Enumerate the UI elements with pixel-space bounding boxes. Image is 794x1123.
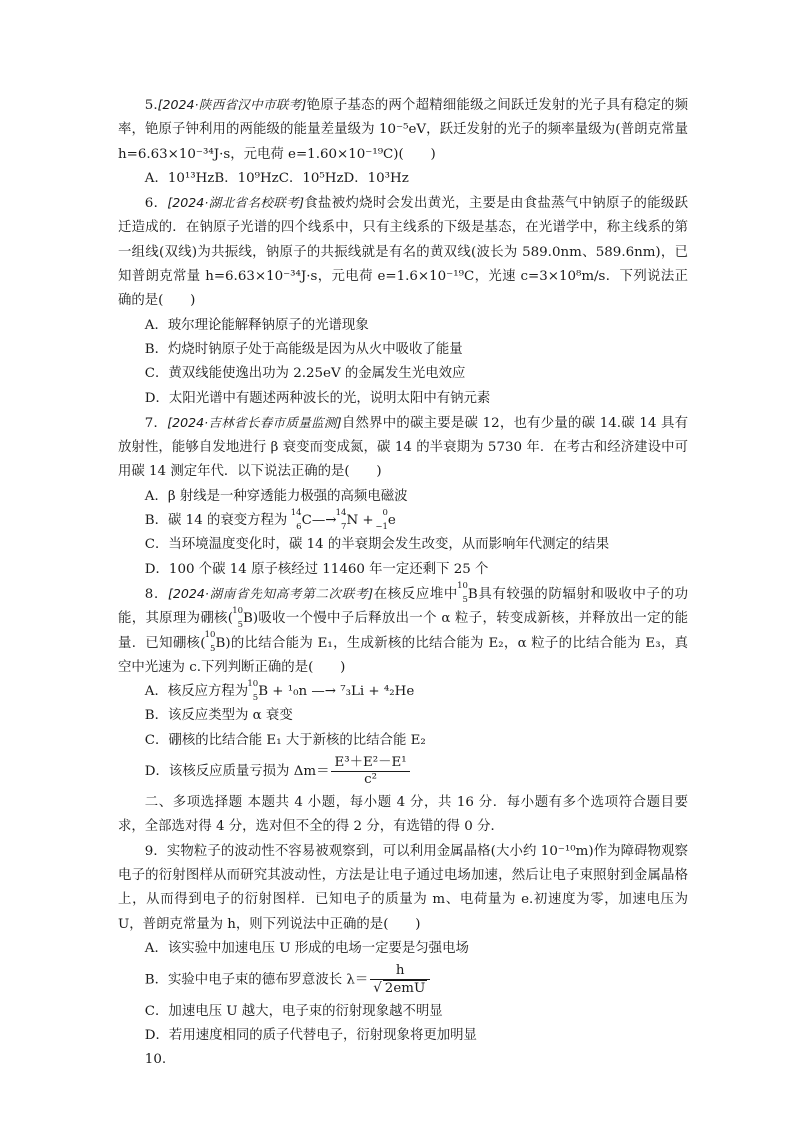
- source-tag: [2024·湖北省名校联考]: [167, 195, 304, 211]
- question-9: 9．实物粒子的波动性不容易被观察到，可以利用金属晶格(大小约 10⁻¹⁰m)作为障碍物观察电子的衍射图样从而研究其波动性，方法是让电子通过电场加速，然后让电子束照射到金属晶格上，从而得到电子的衍射图样．已知电子的质量为 m、电荷量为 e.初速度为零，加速电压为 U，普朗克常量为 h，则下列说法中正确的是( ): [118, 843, 688, 932]
- nuclide-carbon-14: 14 6: [290, 507, 302, 532]
- nuclide-boron-10: 10 5: [232, 605, 244, 630]
- nuclide-boron-10: 10 5: [457, 581, 468, 606]
- question-9-option-d: D．若用速度相同的质子代替电子，衍射现象将更加明显: [144, 1027, 477, 1043]
- question-8-option-b: B．该反应类型为 α 衰变: [144, 708, 293, 724]
- question-9-option-c: C．加速电压 U 越大，电子束的衍射现象越不明显: [144, 1003, 443, 1019]
- nuclide-electron: 0 −1: [375, 507, 388, 532]
- question-7: 7．[2024·吉林省长春市质量监测]自然界中的碳主要是碳 12，也有少量的碳 14.碳 14 具有放射性，能够自发地进行 β 衰变而变成氮，碳 14 的半衰期为 5730 年．在考古和经济建设中可用碳 14 测定年代．以下说法正确的是( ): [118, 414, 688, 480]
- question-6: 6．[2024·湖北省名校联考]食盐被灼烧时会发出黄光，主要是由食盐蒸气中钠原子的能级跃迁造成的．在钠原子光谱的四个线系中，只有主线系的下级是基态，在光谱学中，称主线系的第一组线(双线)为共振线，钠原子的共振线就是有名的黄双线(波长为 589.0nm、589.6nm)，已知普朗克常量 h=6.63×10⁻³⁴J·s，元电荷 e=1.6×10⁻¹⁹C，光速 c=3×10⁸m/s．下列说法正确的是( ): [118, 195, 688, 309]
- question-8: 8．[2024·湖南省先知高考第二次联考]在核反应堆中 10 5 B具有较强的防辐射和吸收中子的功能，其原理为硼核( 10 5 B)吸收一个慢中子后释放出一个 α 粒子，转变成新核，并释放出一定的能量．已知硼核( 10 5 B)的比结合能为 E₁，生成新核的比结合能为 E₂，α 粒子的比结合能为 E₃，真空中光速为 c.下列判断正确的是( ): [118, 581, 689, 675]
- question-5: 5.[2024·陕西省汉中市联考]铯原子基态的两个超精细能级之间跃迁发射的光子具有稳定的频率，铯原子钟利用的两能级的能量差量级为 10⁻⁵eV，跃迁发射的光子的频率量级为(普朗克常量 h=6.63×10⁻³⁴J·s，元电荷 e=1.60×10⁻¹⁹C)( ): [118, 97, 688, 162]
- nuclide-boron-10: 10 5: [204, 630, 216, 655]
- question-6-option-d: D．太阳光谱中有题述两种波长的光，说明太阳中有钠元素: [144, 390, 491, 406]
- question-9-option-b: B．实验中电子束的德布罗意波长 λ＝ $\frac{h}{\text{√ 2emU}}$: [118, 963, 688, 998]
- question-10: 10.: [144, 1052, 167, 1068]
- question-6-option-b: B．灼烧时钠原子处于高能级是因为从火中吸收了能量: [144, 341, 463, 357]
- question-8-option-c: C．硼核的比结合能 E₁ 大于新核的比结合能 E₂: [144, 732, 426, 748]
- source-tag: [2024·陕西省汉中市联考]: [157, 97, 307, 112]
- section-2-heading: 二、多项选择题 本题共 4 小题，每小题 4 分，共 16 分．每小题有多个选项符合题目要求，全部选对得 4 分，选对但不全的得 2 分，有选错的得 0 分．: [118, 795, 688, 835]
- question-7-option-c: C．当环境温度变化时，碳 14 的半衰期会发生改变，从而影响年代测定的结果: [144, 537, 610, 553]
- mass-defect-fraction: $\frac{\text{E³＋E²－E¹}}{\text{c²}}$: [331, 755, 409, 788]
- question-5-options: A．10¹³HzB．10⁹HzC．10⁵HzD．10³Hz: [144, 170, 409, 186]
- source-tag: [2024·吉林省长春市质量监测]: [167, 414, 342, 430]
- question-8-option-a: A．核反应方程为 10 5 B + ¹₀n —→ ⁷₃Li + ⁴₂He: [144, 678, 415, 703]
- question-6-option-c: C．黄双线能使逸出功为 2.25eV 的金属发生光电效应: [144, 366, 466, 382]
- question-7-option-d: D．100 个碳 14 原子核经过 11460 年一定还剩下 25 个: [144, 561, 489, 577]
- question-6-option-a: A．玻尔理论能解释钠原子的光谱现象: [144, 317, 369, 333]
- de-broglie-fraction: $\frac{h}{\text{√ 2emU}}$: [370, 963, 430, 997]
- exam-page: [118, 93, 688, 1072]
- source-tag: [2024·湖南省先知高考第二次联考]: [167, 585, 374, 601]
- question-8-option-d: D．该核反应质量亏损为 Δm＝ $\frac{\text{E³＋E²－E¹}}{\text{c²}}$: [118, 755, 688, 789]
- question-7-option-a: A．β 射线是一种穿透能力极强的高频电磁波: [144, 488, 408, 504]
- nuclide-boron-10: 10 5: [247, 678, 259, 703]
- question-9-option-a: A．该实验中加速电压 U 形成的电场一定要是匀强电场: [144, 940, 469, 956]
- question-7-option-b: B．碳 14 的衰变方程为 14 6 C—→ 14 7 N + 0 −1 e: [144, 507, 396, 532]
- nuclide-nitrogen-14: 14 7: [335, 507, 347, 532]
